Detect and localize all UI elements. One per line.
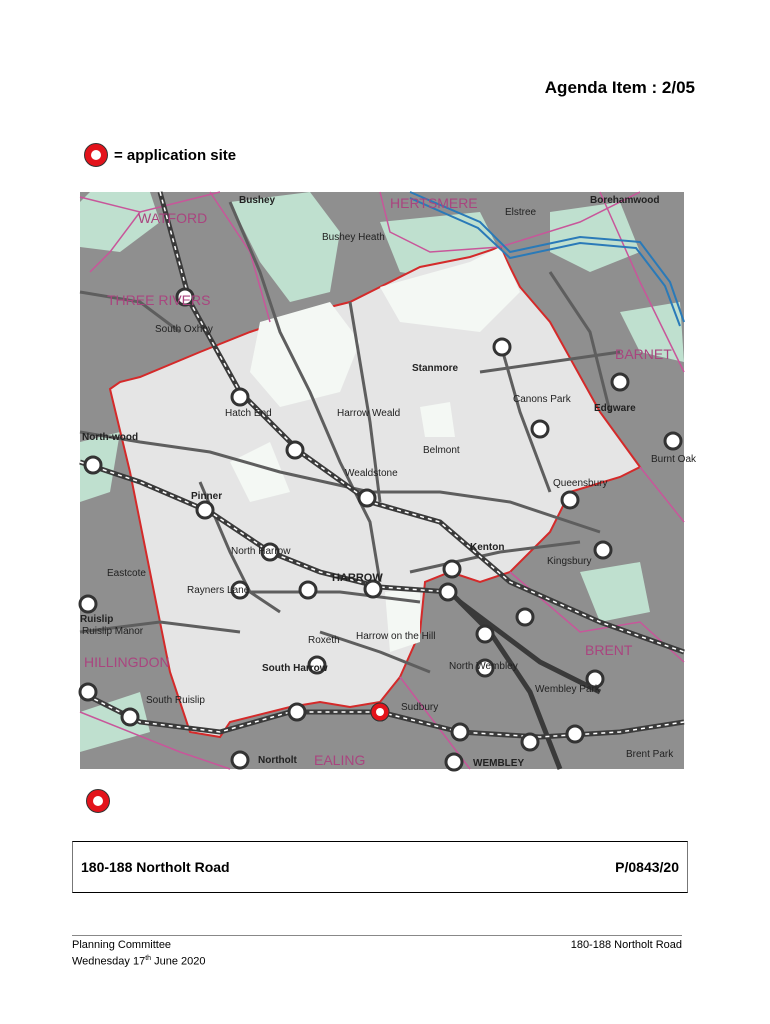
footer-date bbox=[72, 952, 205, 969]
agenda-item-heading: Agenda Item : 2/05 bbox=[544, 78, 695, 97]
label-rayners-lane: Rayners Lane bbox=[187, 585, 250, 596]
footer-date-suffix: June 2020 bbox=[151, 955, 206, 968]
label-ruislip-manor: Ruislip Manor bbox=[82, 626, 144, 637]
label-edgware: Edgware bbox=[594, 403, 636, 414]
label-sudbury: Sudbury bbox=[401, 702, 439, 713]
label-harrow: HARROW bbox=[332, 572, 383, 584]
application-site-marker-icon-2 bbox=[86, 789, 110, 813]
label-eastcote: Eastcote bbox=[107, 568, 146, 579]
legend-text: = application site bbox=[114, 146, 237, 164]
location-map[interactable] bbox=[80, 192, 697, 769]
label-south-oxhey: South Oxhey bbox=[155, 324, 213, 335]
label-south-harrow: South Harrow bbox=[262, 663, 328, 674]
label-north-harrow: North Harrow bbox=[231, 546, 291, 557]
footer-date-sup: th bbox=[145, 955, 152, 962]
label-elstree: Elstree bbox=[505, 207, 537, 218]
footer-divider bbox=[72, 935, 682, 936]
label-south-ruislip: South Ruislip bbox=[146, 695, 205, 706]
label-belmont: Belmont bbox=[423, 445, 460, 456]
label-harrow-on-the-hill: Harrow on the Hill bbox=[356, 631, 436, 642]
district-label-brent: BRENT bbox=[585, 642, 633, 658]
label-stanmore: Stanmore bbox=[412, 363, 459, 374]
label-kingsbury: Kingsbury bbox=[547, 556, 592, 567]
label-hatch-end: Hatch End bbox=[225, 408, 272, 419]
legend bbox=[84, 143, 236, 167]
label-bushey-heath: Bushey Heath bbox=[322, 232, 385, 243]
map-canvas bbox=[80, 192, 697, 769]
site-reference: P/0843/20 bbox=[615, 859, 679, 875]
district-label-ealing: EALING bbox=[314, 752, 366, 768]
label-ruislip: Ruislip bbox=[80, 614, 114, 625]
district-label-hillingdon: HILLINGDON bbox=[84, 654, 170, 670]
label-queensbury: Queensbury bbox=[553, 478, 608, 489]
footer-committee: Planning Committee bbox=[72, 939, 172, 951]
label-bushey: Bushey bbox=[239, 195, 276, 206]
label-borehamwood: Borehamwood bbox=[590, 195, 660, 206]
label-canons-park: Canons Park bbox=[513, 394, 571, 405]
footer-address: 180-188 Northolt Road bbox=[570, 939, 682, 951]
label-wealdstone: Wealdstone bbox=[345, 468, 398, 479]
district-label-three-rivers: THREE RIVERS bbox=[107, 292, 211, 308]
district-label-watford: WATFORD bbox=[138, 210, 208, 226]
label-kenton: Kenton bbox=[470, 542, 505, 553]
district-label-hertsmere: HERTSMERE bbox=[390, 195, 478, 211]
label-northolt: Northolt bbox=[258, 755, 297, 766]
district-label-barnet: BARNET bbox=[615, 346, 672, 362]
application-site-marker-icon bbox=[84, 143, 108, 167]
label-brent-park: Brent Park bbox=[626, 749, 674, 760]
label-wembley: WEMBLEY bbox=[473, 758, 525, 769]
label-northwood: North-wood bbox=[82, 432, 139, 443]
footer-date-prefix: Wednesday 17 bbox=[72, 955, 146, 968]
site-info-box bbox=[72, 841, 688, 893]
label-wembley-park: Wembley Park bbox=[535, 684, 600, 695]
label-harrow-weald: Harrow Weald bbox=[337, 408, 401, 419]
label-north-wembley: North Wembley bbox=[449, 661, 518, 672]
label-roxeth: Roxeth bbox=[308, 635, 340, 646]
application-site-map-marker bbox=[371, 703, 389, 721]
label-pinner: Pinner bbox=[191, 491, 223, 502]
site-address: 180-188 Northolt Road bbox=[81, 859, 230, 875]
label-burnt-oak: Burnt Oak bbox=[651, 454, 697, 465]
footer-left bbox=[72, 939, 205, 969]
